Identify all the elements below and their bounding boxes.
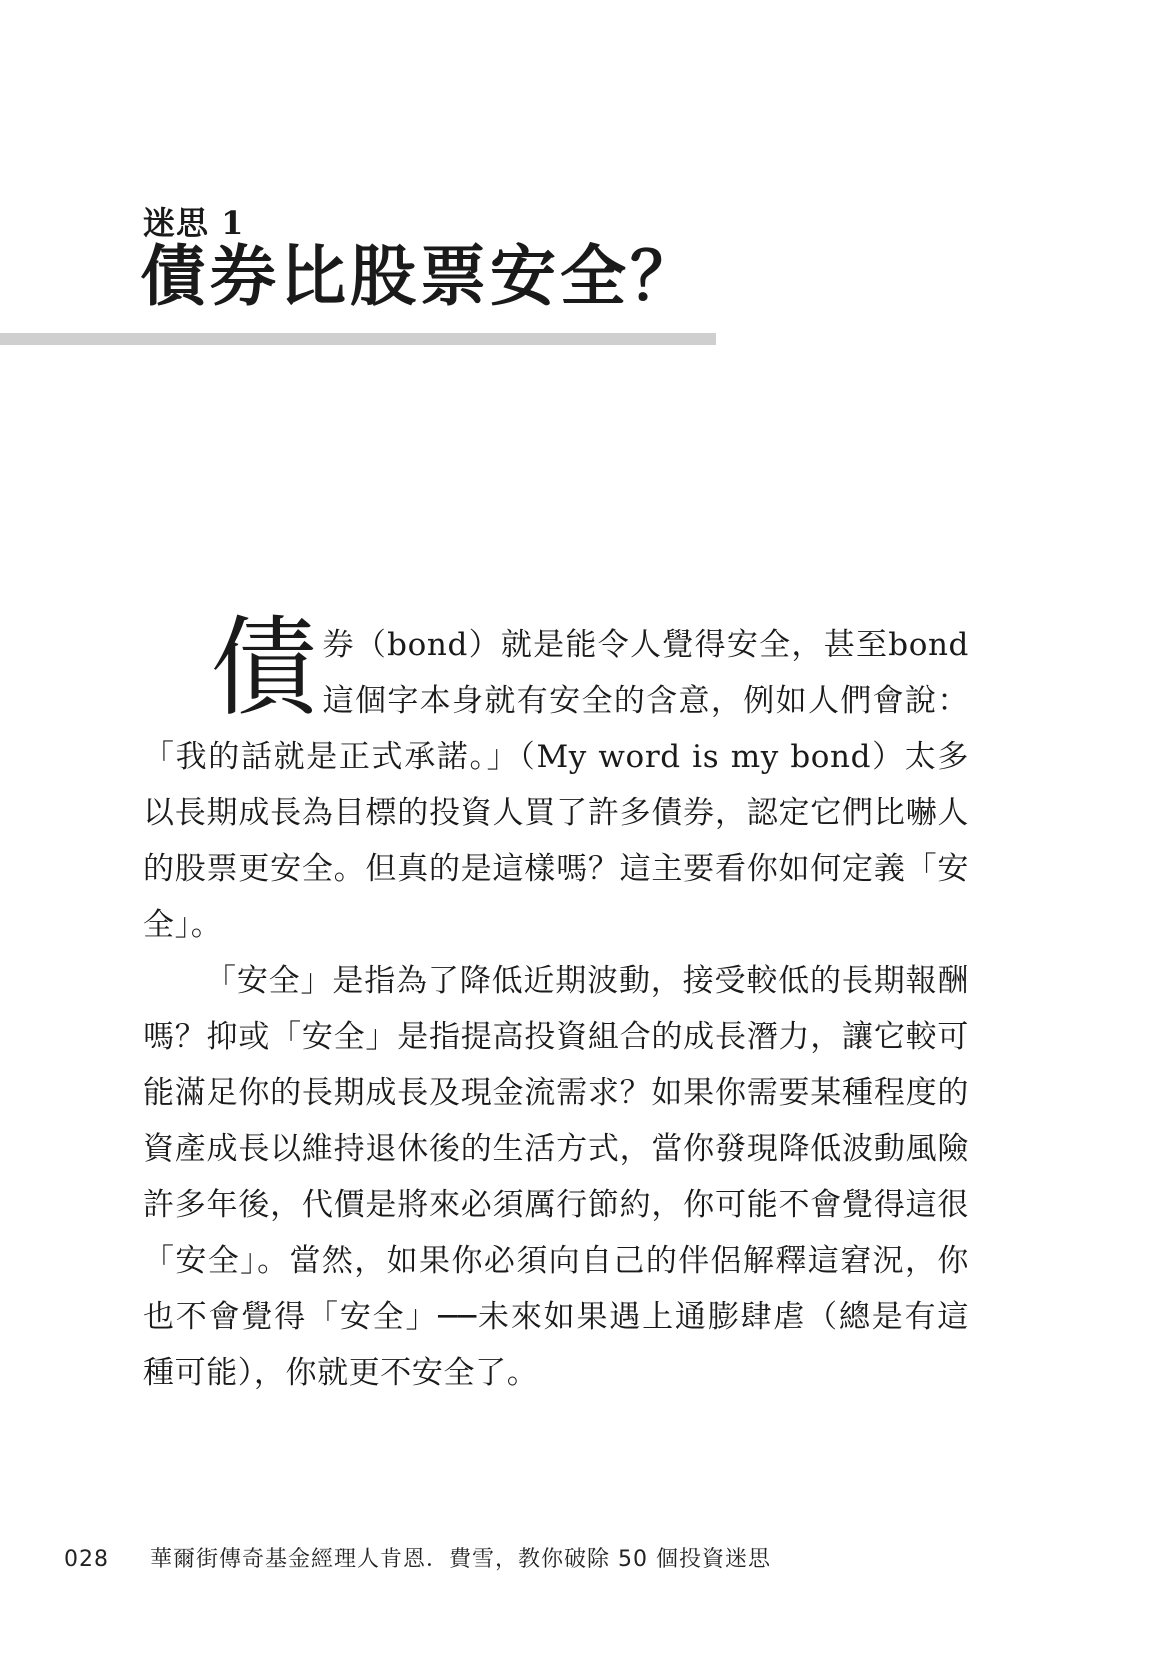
chapter-kicker: 迷思 1 bbox=[143, 204, 245, 242]
chapter-title: 債券比股票安全？ bbox=[140, 237, 700, 315]
paragraph-1 bbox=[143, 606, 969, 953]
page-number: 028 bbox=[64, 1547, 109, 1572]
dropcap: 債 bbox=[210, 606, 319, 731]
running-title: 華爾街傳奇基金經理人肯恩．費雪，教你破除 50 個投資迷思 bbox=[150, 1547, 771, 1572]
body-text bbox=[143, 606, 969, 1401]
paragraph-2: 「安全」是指為了降低近期波動，接受較低的長期報酬嗎？抑或「安全」是指提高投資組合的成長潛力，讓它較可能滿足你的長期成長及現金流需求？如果你需要某種程度的資產成長以維持退休後的生活方式，當你發現降低波動風險許多年後，代價是將來必須厲行節約，你可能不會覺得這很「安全」。當然，如果你必須向自己的伴侶解釋這窘況，你也不會覺得「安全」──未來如果遇上通膨肆虐（總是有這種可能），你就更不安全了。 bbox=[143, 963, 969, 1391]
page-footer bbox=[64, 1542, 771, 1573]
title-rule bbox=[0, 333, 716, 345]
paragraph-1-text: 券（bond）就是能令人覺得安全，甚至bond這個字本身就有安全的含意，例如人們會說：「我的話就是正式承諾。」（My word is my bond）太多以長期成長為目標的投資人買了許多債券，認定它們比嚇人的股票更安全。但真的是這樣嗎？這主要看你如何定義「安全」。 bbox=[143, 627, 969, 943]
